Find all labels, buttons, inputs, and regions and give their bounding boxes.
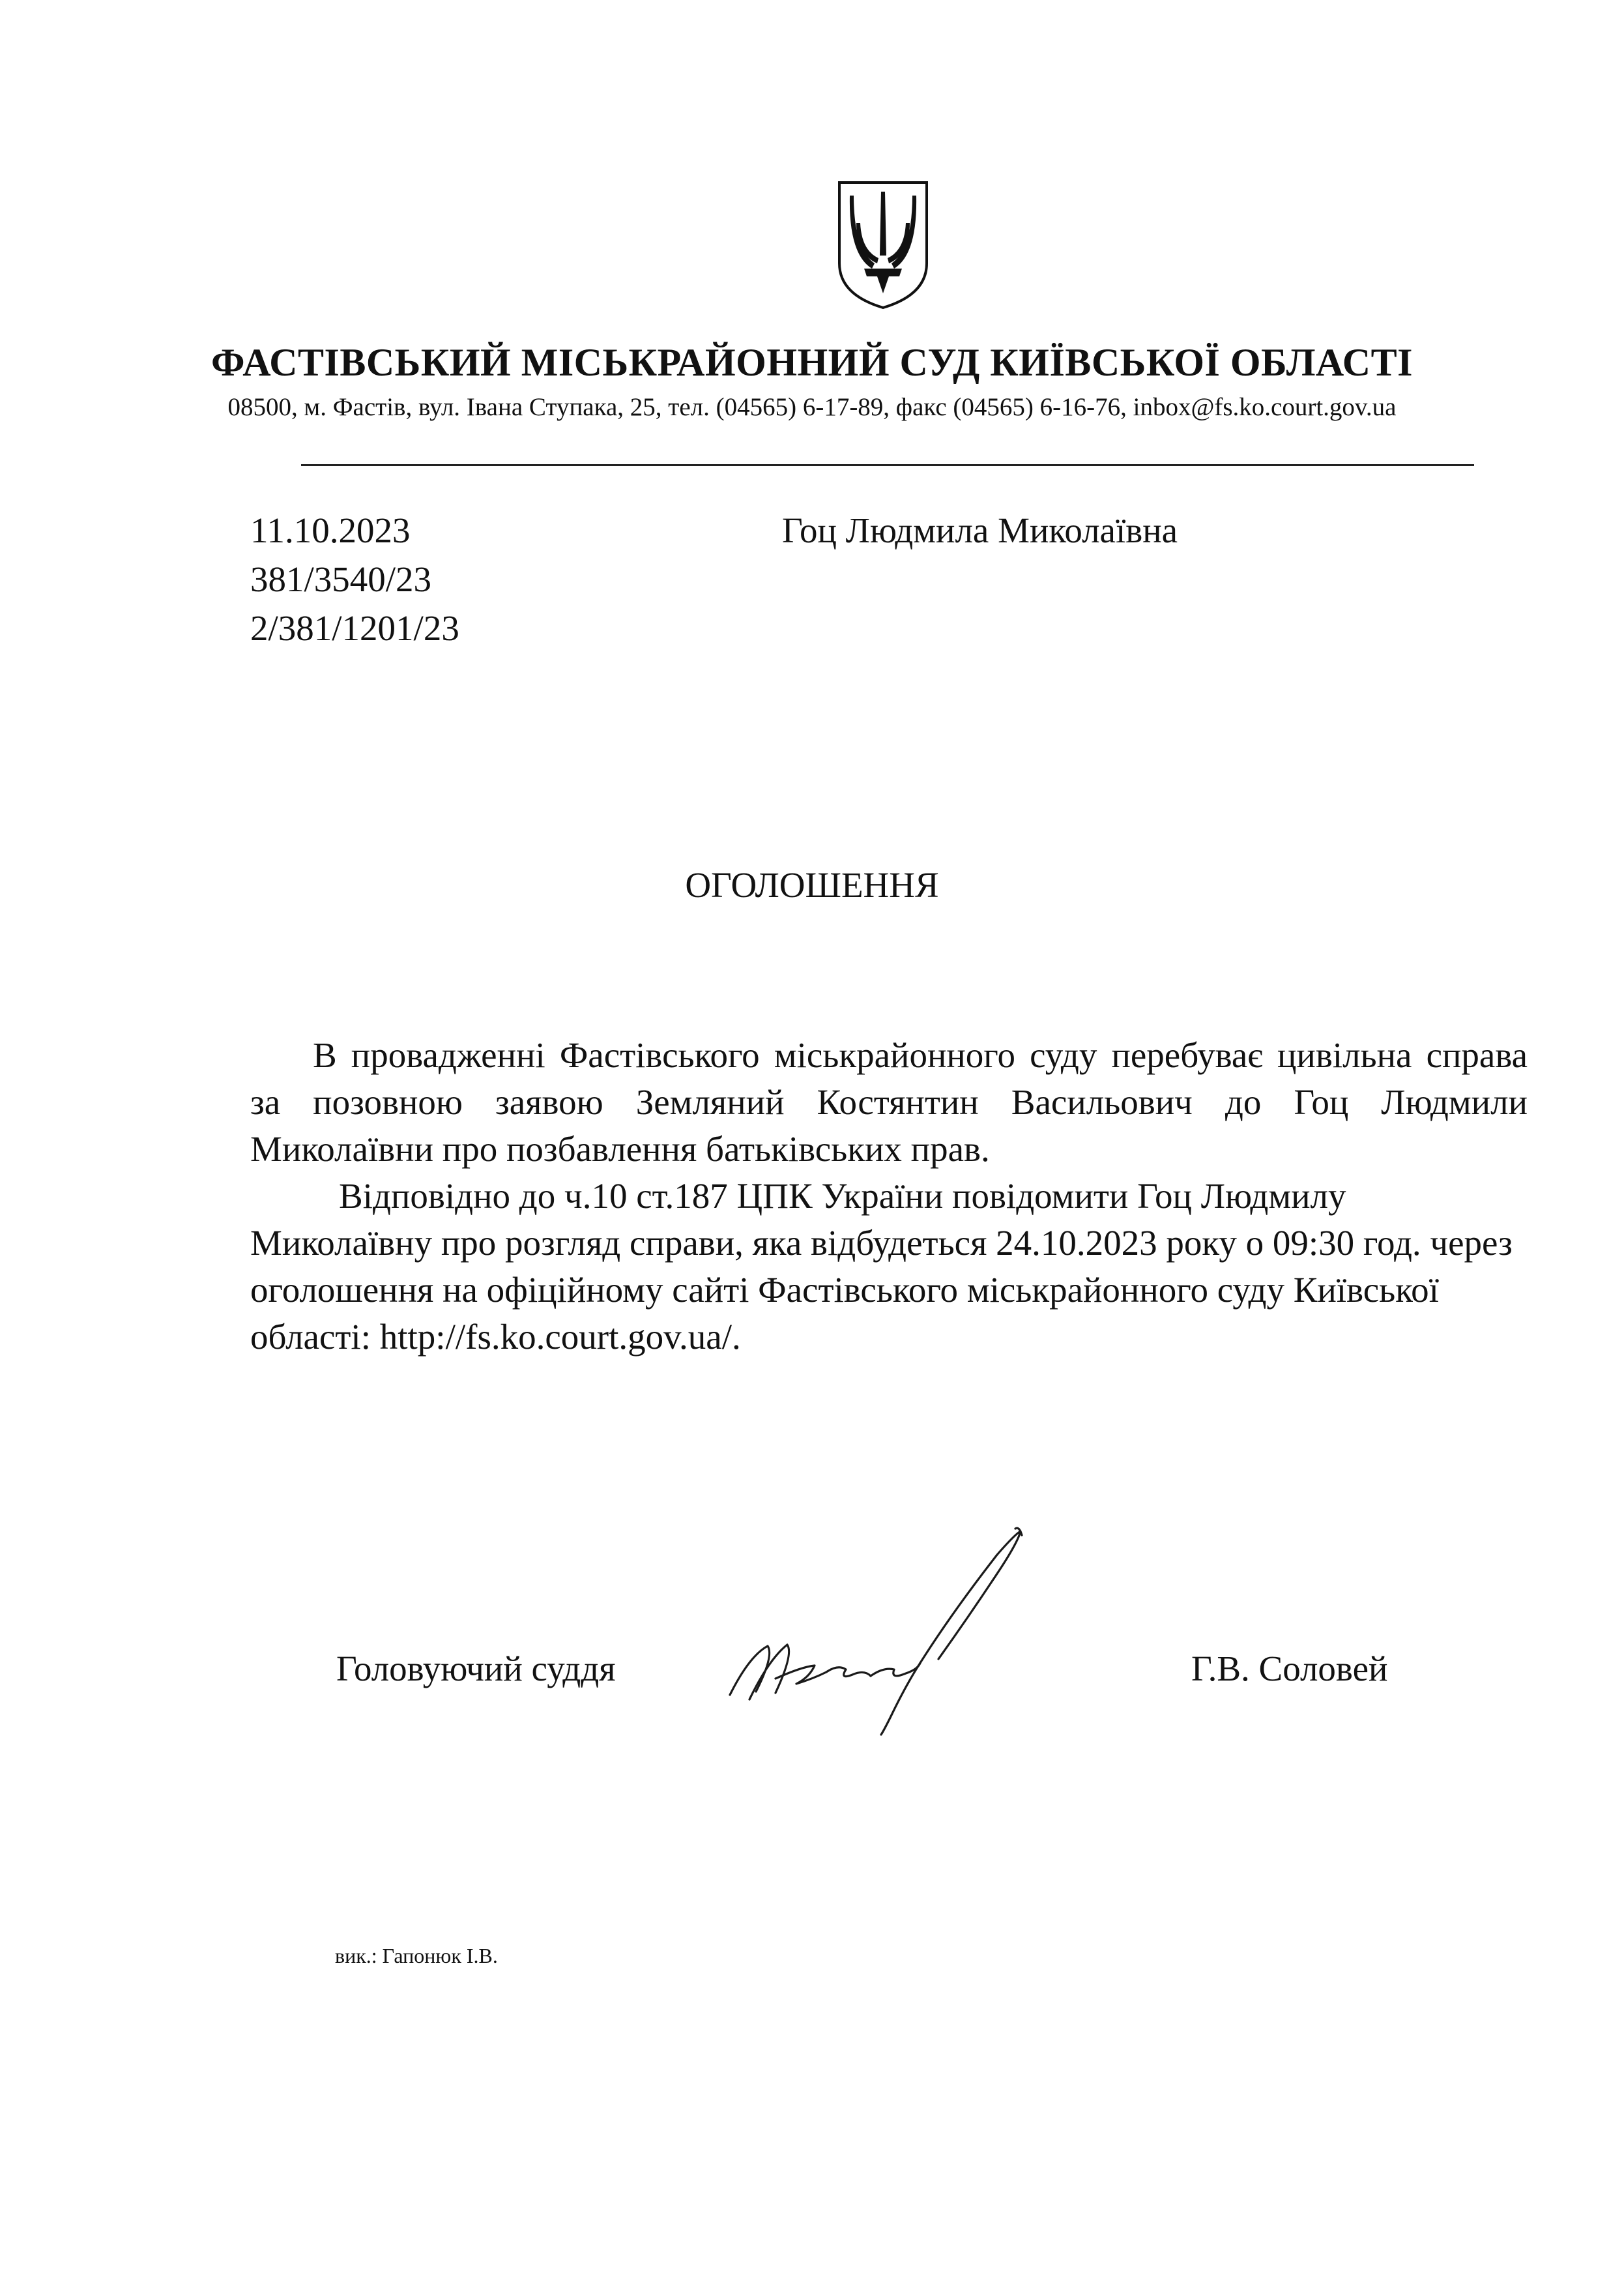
court-name: ФАСТІВСЬКИЙ МІСЬКРАЙОННИЙ СУД КИЇВСЬКОЇ ОБЛАСТІ bbox=[211, 341, 1413, 384]
case-number: 381/3540/23 bbox=[250, 559, 432, 599]
document-date: 11.10.2023 bbox=[250, 510, 411, 550]
header-divider bbox=[301, 464, 1474, 466]
body-paragraph-1: В провадженні Фастівського міськрайонного суду перебуває цивільна справа за позовною заявою Земляний Костянтин Васильович до Гоц Людмили Миколаївни про позбавлення батьківських прав. bbox=[250, 1035, 1528, 1169]
executor-note: вик.: Гапонюк І.В. bbox=[335, 1944, 498, 1967]
proceeding-number: 2/381/1201/23 bbox=[250, 608, 459, 648]
recipient-name: Гоц Людмила Миколаївна bbox=[782, 510, 1178, 550]
body-paragraph-2: Відповідно до ч.10 ст.187 ЦПК України повідомити Гоц Людмилу Миколаївну про розгляд справи, яка відбудеться 24.10.2023 року о 09:30 год. через оголошення на офіційному сайті Фастівського міськрайонного суду Київської області: http://fs.ko.court.gov.ua/. bbox=[250, 1176, 1513, 1357]
document-title: ОГОЛОШЕННЯ bbox=[685, 865, 939, 905]
judge-name: Г.В. Соловей bbox=[1191, 1649, 1388, 1688]
coat-of-arms-icon bbox=[834, 177, 932, 311]
handwritten-signature bbox=[710, 1516, 1062, 1750]
court-address: 08500, м. Фастів, вул. Івана Ступака, 25, тел. (04565) 6-17-89, факс (04565) 6-16-76, inbox@fs.ko.court.gov.ua bbox=[227, 393, 1397, 421]
judge-position: Головуючий суддя bbox=[336, 1649, 616, 1688]
